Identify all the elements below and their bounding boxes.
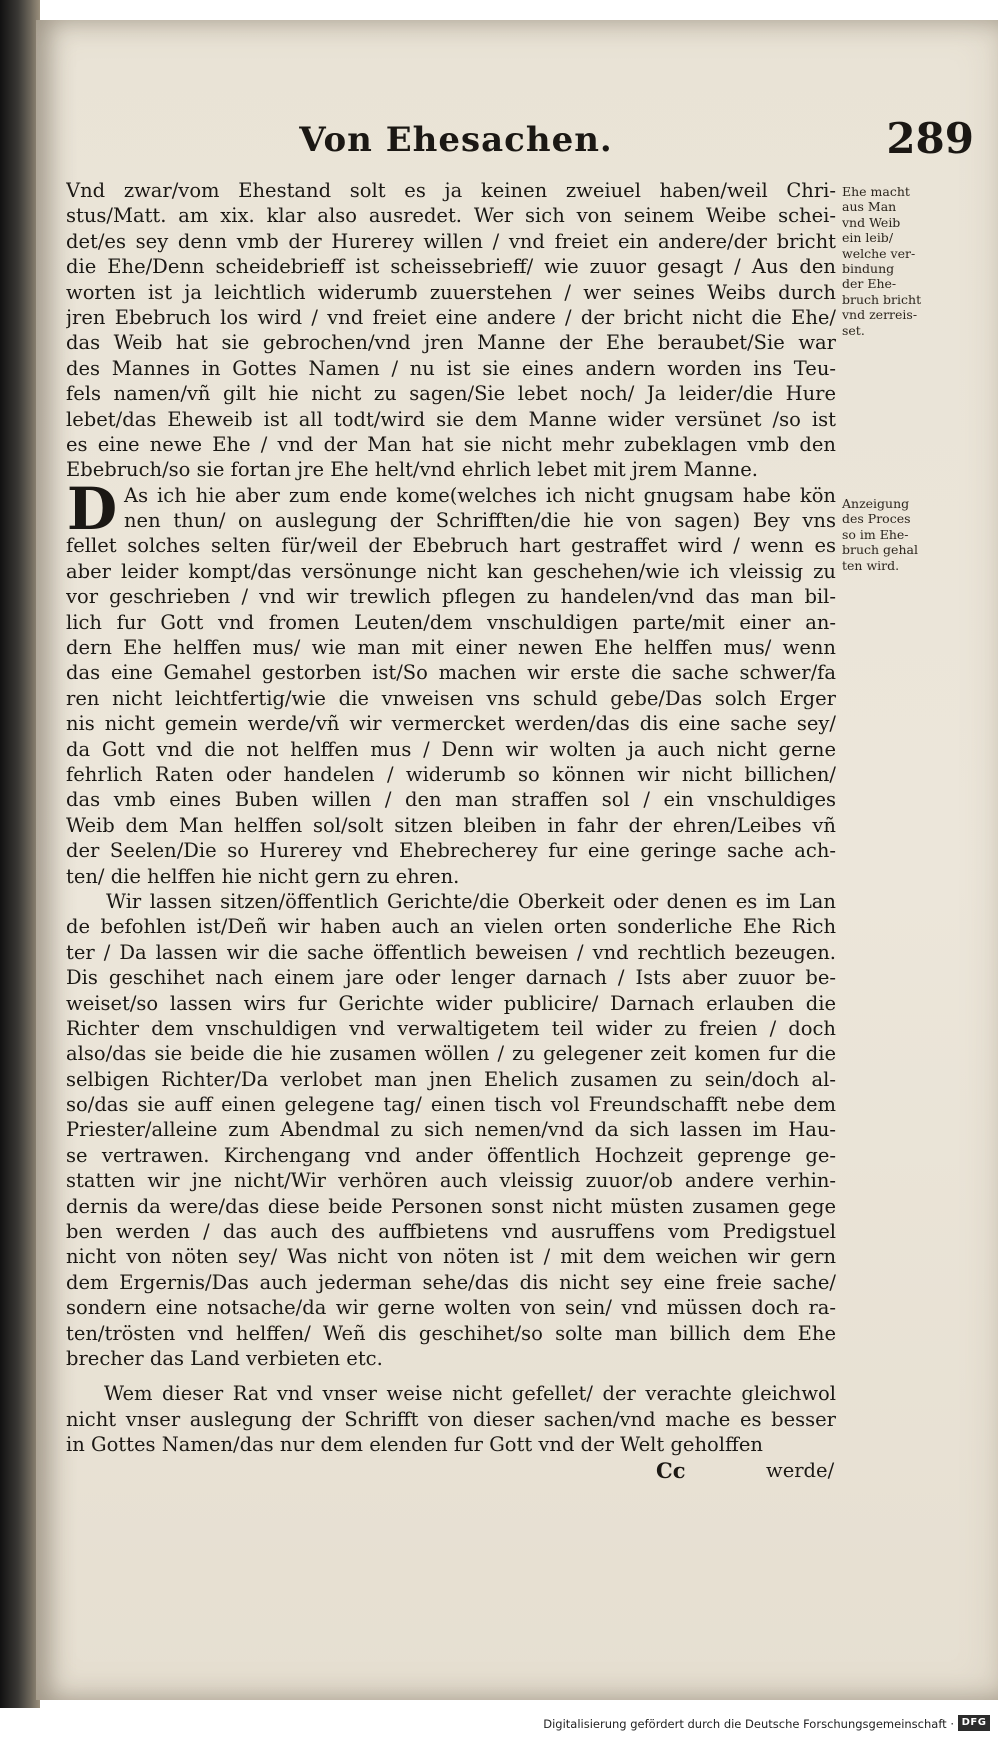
text-line: fels namen/vñ gilt hie nicht zu sagen/Sie lebet noch/ Ja leider/die Hure: [66, 382, 836, 406]
marginal-gloss-2: [842, 496, 944, 573]
paragraph-1: [66, 178, 836, 483]
text-line: Weib dem Man helffen sol/solt sitzen bleiben in fahr der ehren/Leibes vñ: [66, 813, 836, 837]
body-text: [66, 178, 836, 1483]
text-line: die Ehe/Denn scheidebrieff ist scheissebrieff/ wie zuuor gesagt / Aus den: [66, 255, 836, 279]
text-line: se vertrawen. Kirchengang vnd ander öffentlich Hochzeit geprenge ge-: [66, 1143, 836, 1167]
text-line: statten wir jne nicht/Wir verhören auch vleissig zuuor/ob andere verhin-: [66, 1169, 836, 1193]
text-line: das vmb eines Buben willen / den man straffen sol / ein vnschuldiges: [66, 788, 836, 812]
text-line: da Gott vnd die not helffen mus / Denn wir wolten ja auch nicht gerne: [66, 737, 836, 761]
text-line: also/das sie beide die hie zusamen wöllen / zu gelegener zeit komen fur die: [66, 1042, 836, 1066]
text-line: Wir lassen sitzen/öffentlich Gerichte/die Oberkeit oder denen es im Lan: [106, 889, 836, 913]
text-line: Wem dieser Rat vnd vnser weise nicht gefellet/ der verachte gleichwol: [104, 1382, 836, 1406]
text-line: dernis da were/das diese beide Personen sonst nicht müsten zusamen gege: [66, 1194, 836, 1218]
text-line: ben werden / das auch des auffbietens vnd ausruffens vom Predigstuel: [66, 1220, 836, 1244]
gloss-line: ein leib/: [842, 230, 894, 246]
catch-line: [66, 1458, 836, 1483]
text-line: vor geschrieben / vnd wir trewlich pflegen zu handelen/vnd das man bil-: [66, 585, 836, 609]
text-line: ten/trösten vnd helffen/ Weñ dis geschihet/so solte man billich dem Ehe: [66, 1321, 836, 1345]
text-line: nicht von nöten sey/ Was nicht von nöten ist / mit dem weichen wir gern: [66, 1245, 836, 1269]
text-line: Ebebruch/so sie fortan jre Ehe helt/vnd ehrlich lebet mit jrem Manne.: [66, 458, 758, 482]
marginal-gloss-1: [842, 184, 944, 338]
text-line: ten/ die helffen hie nicht gern zu ehren.: [66, 864, 460, 888]
text-line: jren Ebebruch los wird / vnd freiet eine andere / der bricht nicht die Ehe/: [66, 305, 836, 329]
gloss-line: Anzeigung: [842, 496, 910, 511]
text-line: brecher das Land verbieten etc.: [66, 1346, 383, 1370]
text-line: ter / Da lassen wir die sache öffentlich beweisen / vnd rechtlich bezeugen.: [66, 940, 836, 964]
text-line: lebet/das Eheweib ist all todt/wird sie dem Manne wider versünet /so ist: [66, 407, 836, 431]
gloss-line: ten wird.: [842, 557, 900, 573]
text-line: so/das sie auff einen gelegene tag/ einen tisch vol Freundschafft nebe dem: [66, 1093, 836, 1117]
footer-strip: [0, 1708, 1000, 1738]
text-line: nicht vnser auslegung der Schrifft von dieser sachen/vnd mache es besser: [66, 1407, 836, 1431]
footer-credit: Digitalisierung gefördert durch die Deutsche Forschungsgemeinschaft ·: [543, 1717, 954, 1731]
dfg-logo: DFG: [958, 1715, 990, 1731]
gloss-line: vnd Weib: [842, 214, 901, 230]
text-line: det/es sey denn vmb der Hurerey willen / vnd freiet ein andere/der bricht: [66, 229, 836, 253]
gloss-line: vnd zerreis-: [842, 307, 918, 323]
gloss-line: bruch bricht: [842, 291, 922, 307]
gloss-line: der Ehe-: [842, 276, 897, 292]
text-line: fellet solches selten für/weil der Ebebruch hart gestraffet wird / wenn es: [66, 534, 836, 558]
text-line: es eine newe Ehe / vnd der Man hat sie nicht mehr zubeklagen vmb den: [66, 432, 836, 456]
gloss-line: aus Man: [842, 199, 897, 215]
gloss-line: bruch gehal: [842, 542, 918, 558]
text-line: dern Ehe helffen mus/ wie man mit einer newen Ehe helffen mus/ wenn: [66, 636, 836, 660]
gloss-line: des Proces: [842, 511, 911, 527]
text-line: Priester/alleine zum Abendmal zu sich nemen/vnd da sich lassen im Hau-: [66, 1118, 836, 1142]
text-line: fehrlich Raten oder handelen / widerumb so können wir nicht billichen/: [66, 762, 836, 786]
gloss-line: bindung: [842, 261, 895, 277]
running-title: Von Ehesachen.: [299, 120, 613, 160]
text-line: As ich hie aber zum ende kome(welches ich nicht gnugsam habe kön: [124, 483, 836, 507]
catchword: werde/: [766, 1458, 835, 1482]
signature-mark: Cc: [656, 1457, 686, 1483]
text-line: worten ist ja leichtlich widerumb zuuerstehen / wer seines Weibs durch: [66, 280, 836, 304]
text-line: nen thun/ on auslegung der Schrifften/die hie von sagen) Bey vns: [124, 509, 836, 533]
drop-initial: D: [66, 474, 118, 543]
gloss-line: welche ver-: [842, 245, 916, 261]
gloss-line: so im Ehe-: [842, 526, 909, 542]
page-number: 289: [886, 114, 974, 163]
running-head: [36, 114, 998, 170]
text-line: stus/Matt. am xix. klar also ausredet. Wer sich von seinem Weibe schei-: [66, 204, 836, 228]
gloss-line: Ehe macht: [842, 184, 910, 199]
text-line: dem Ergernis/Das auch jederman sehe/das dis nicht sey eine freie sache/: [66, 1270, 836, 1294]
book-page: [36, 20, 998, 1700]
text-line: Vnd zwar/vom Ehestand solt es ja keinen zweiuel haben/weil Chri-: [66, 179, 836, 202]
text-line: des Mannes in Gottes Namen / nu ist sie eines andern worden ins Teu-: [66, 356, 836, 380]
text-line: weiset/so lassen wirs fur Gerichte wider publicire/ Darnach erlauben die: [66, 991, 836, 1015]
text-line: sondern eine notsache/da wir gerne wolten von sein/ vnd müssen doch ra-: [66, 1296, 836, 1320]
text-line: in Gottes Namen/das nur dem elenden fur Gott vnd der Welt geholffen: [66, 1433, 763, 1457]
book-spine-edge: [0, 0, 40, 1738]
text-line: nis nicht gemein werde/vñ wir vermercket werden/das dis eine sache sey/: [66, 712, 836, 736]
text-line: aber leider kompt/das versönunge nicht kan geschehen/wie ich vleissig zu: [66, 559, 836, 583]
gloss-line: set.: [842, 322, 865, 338]
text-line: Dis geschihet nach einem jare oder lenger darnach / Ists aber zuuor be-: [66, 966, 836, 990]
paragraph-3: [66, 889, 836, 1371]
text-line: de befohlen ist/Deñ wir haben auch an vielen orten sonderliche Ehe Rich: [66, 915, 836, 939]
paragraph-2: [66, 474, 836, 889]
text-line: das Weib hat sie gebrochen/vnd jren Manne der Ehe beraubet/Sie war: [66, 331, 836, 355]
text-line: das eine Gemahel gestorben ist/So machen wir erste die sache schwer/fa: [66, 661, 836, 685]
text-line: selbigen Richter/Da verlobet man jnen Ehelich zusamen zu sein/doch al-: [66, 1067, 836, 1091]
text-line: Richter dem vnschuldigen vnd verwaltigetem teil wider zu freien / doch: [66, 1016, 836, 1040]
text-line: lich fur Gott vnd fromen Leuten/dem vnschuldigen parte/mit einer an-: [66, 610, 836, 634]
text-line: der Seelen/Die so Hurerey vnd Ehebrecherey fur eine geringe sache ach-: [66, 839, 836, 863]
paragraph-4: [66, 1381, 836, 1457]
text-line: ren nicht leichtfertig/wie die vnweisen vns schuld gebe/Das solch Erger: [66, 686, 836, 710]
